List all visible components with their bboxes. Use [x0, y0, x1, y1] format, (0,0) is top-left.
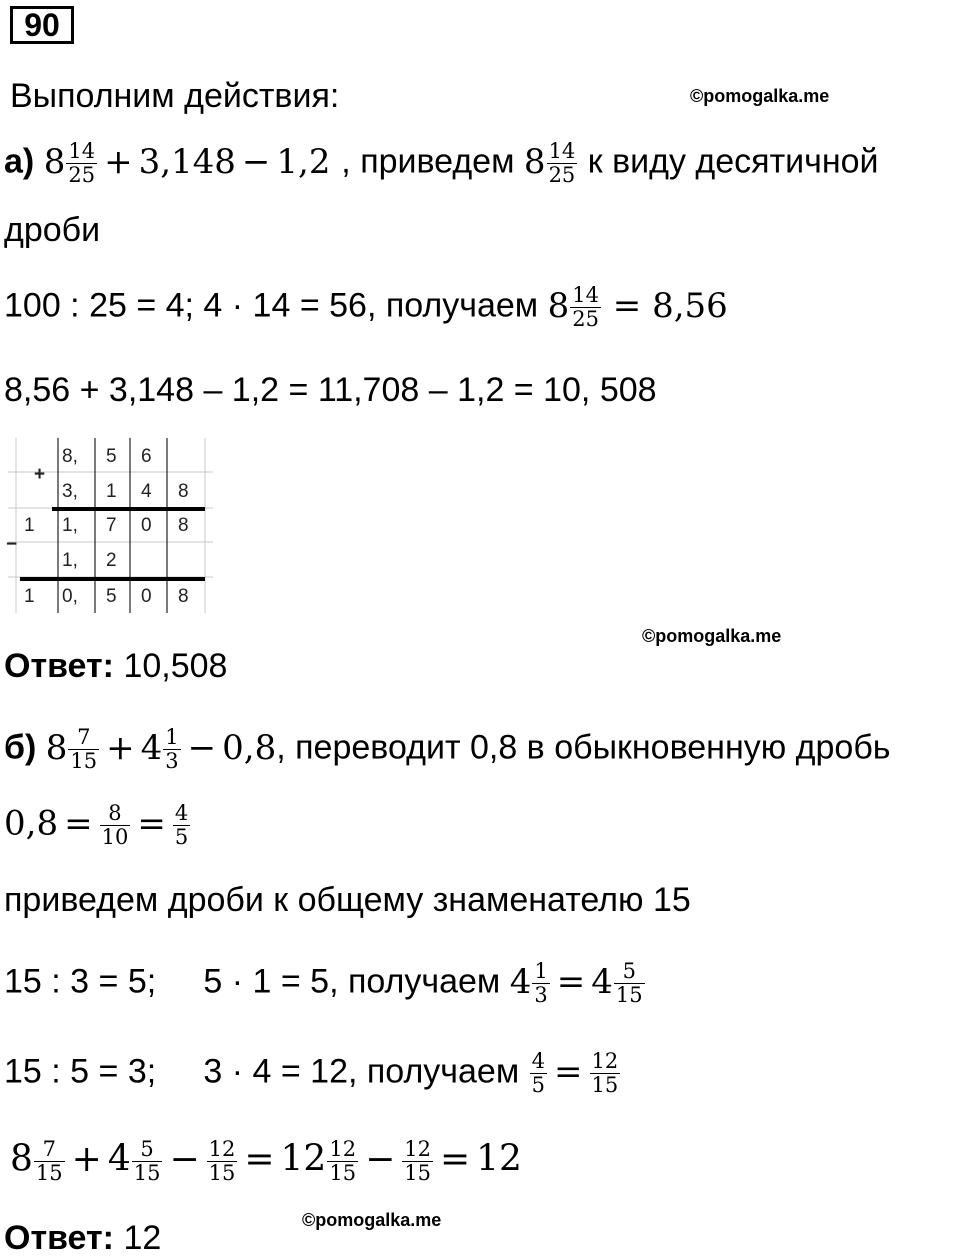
- fraction: $\frac{14}{25}$: [68, 139, 96, 187]
- svg-text:1,: 1,: [62, 515, 78, 536]
- answer-value: 12: [123, 1219, 162, 1257]
- answer-value: 10,508: [123, 647, 228, 685]
- svg-text:8: 8: [178, 586, 189, 607]
- fraction: $\frac{12}{15}$: [208, 1137, 236, 1185]
- fraction: $\frac{4}{5}$: [531, 1049, 546, 1097]
- minus-sign: −: [6, 534, 18, 555]
- part-b-label: б): [4, 728, 37, 767]
- part-b-step2: 15 : 5 = 3; 3 · 4 = 12, получаем $\frac{4}{5}$ = $\frac{12}{15}$: [4, 1049, 619, 1097]
- fraction: $\frac{12}{15}$: [591, 1049, 619, 1097]
- svg-text:3,: 3,: [62, 481, 78, 502]
- part-a-expression: 8 $\frac{14}{25}$ + 3,148 − 1,2: [43, 139, 331, 187]
- svg-text:4: 4: [141, 481, 152, 502]
- svg-text:1,: 1,: [62, 550, 78, 571]
- answer-a: [4, 646, 227, 686]
- svg-text:0: 0: [141, 515, 152, 536]
- fraction: $\frac{7}{15}$: [70, 725, 98, 773]
- fraction: $\frac{5}{15}$: [133, 1137, 161, 1185]
- svg-text:0,: 0,: [62, 586, 78, 607]
- part-b-step1: 15 : 3 = 5; 5 · 1 = 5, получаем 4 $\frac{1}{3}$ = 4 $\frac{5}{15}$: [4, 959, 643, 1007]
- part-b-common-denominator: приведем дроби к общему знаменателю 15: [4, 881, 691, 919]
- svg-text:1: 1: [24, 515, 35, 536]
- intro-text: Выполним действия:: [10, 77, 340, 115]
- final-result: 12: [476, 1138, 522, 1180]
- fraction: $\frac{12}{15}$: [404, 1137, 431, 1185]
- svg-text:1: 1: [24, 586, 35, 607]
- svg-text:8: 8: [178, 515, 189, 536]
- part-a-line1: а) 8 $\frac{14}{25}$ + 3,148 − 1,2 , приведем 8 $\frac{14}{25}$ к виду десятичной: [4, 139, 879, 187]
- svg-text:8: 8: [178, 481, 189, 502]
- fraction: $\frac{4}{5}$: [174, 801, 189, 849]
- fraction: $\frac{12}{15}$: [329, 1137, 357, 1185]
- svg-text:7: 7: [106, 515, 117, 536]
- fraction: $\frac{1}{3}$: [534, 959, 548, 1007]
- fraction: $\frac{14}{25}$: [572, 283, 599, 331]
- part-a-label: а): [4, 142, 35, 181]
- svg-text:5: 5: [106, 446, 117, 467]
- fraction: $\frac{1}{3}$: [165, 725, 179, 773]
- answer-label: Ответ:: [4, 1219, 114, 1257]
- watermark: ©pomogalka.me: [642, 626, 782, 646]
- fraction: $\frac{14}{25}$: [548, 139, 576, 187]
- plus-sign: +: [34, 464, 46, 485]
- part-a-calc: 100 : 25 = 4; 4 · 14 = 56, получаем 8 $\frac{14}{25}$ = 8,56: [4, 283, 728, 331]
- fraction: $\frac{8}{10}$: [101, 801, 129, 849]
- answer-b: [4, 1218, 161, 1258]
- svg-text:8,: 8,: [62, 446, 78, 467]
- svg-text:0: 0: [141, 586, 152, 607]
- svg-text:2: 2: [106, 550, 117, 571]
- part-b-final: 8 $\frac{7}{15}$ + 4 $\frac{5}{15}$ − $\frac{12}{15}$ = 12 $\frac{12}{15}$ − $\frac{12}{15}$ = 12: [10, 1137, 522, 1185]
- column-arithmetic: [8, 438, 213, 613]
- watermark: ©pomogalka.me: [302, 1210, 442, 1230]
- problem-number: 90: [10, 6, 74, 44]
- part-a-sum: 8,56 + 3,148 – 1,2 = 11,708 – 1,2 = 10, 508: [4, 371, 657, 409]
- part-a-line2: дроби: [4, 211, 101, 249]
- part-b-conversion: 0,8 = $\frac{8}{10}$ = $\frac{4}{5}$: [4, 801, 189, 849]
- answer-label: Ответ:: [4, 647, 114, 685]
- svg-text:6: 6: [141, 446, 152, 467]
- column-cells: [24, 446, 189, 607]
- fraction: $\frac{5}{15}$: [615, 959, 643, 1007]
- watermark: ©pomogalka.me: [690, 86, 830, 106]
- part-b-line1: б) 8 $\frac{7}{15}$ + 4 $\frac{1}{3}$ − 0,8, переводит 0,8 в обыкновенную дробь: [4, 725, 891, 773]
- svg-text:5: 5: [106, 586, 117, 607]
- fraction: $\frac{7}{15}$: [35, 1137, 63, 1185]
- svg-text:1: 1: [106, 481, 117, 502]
